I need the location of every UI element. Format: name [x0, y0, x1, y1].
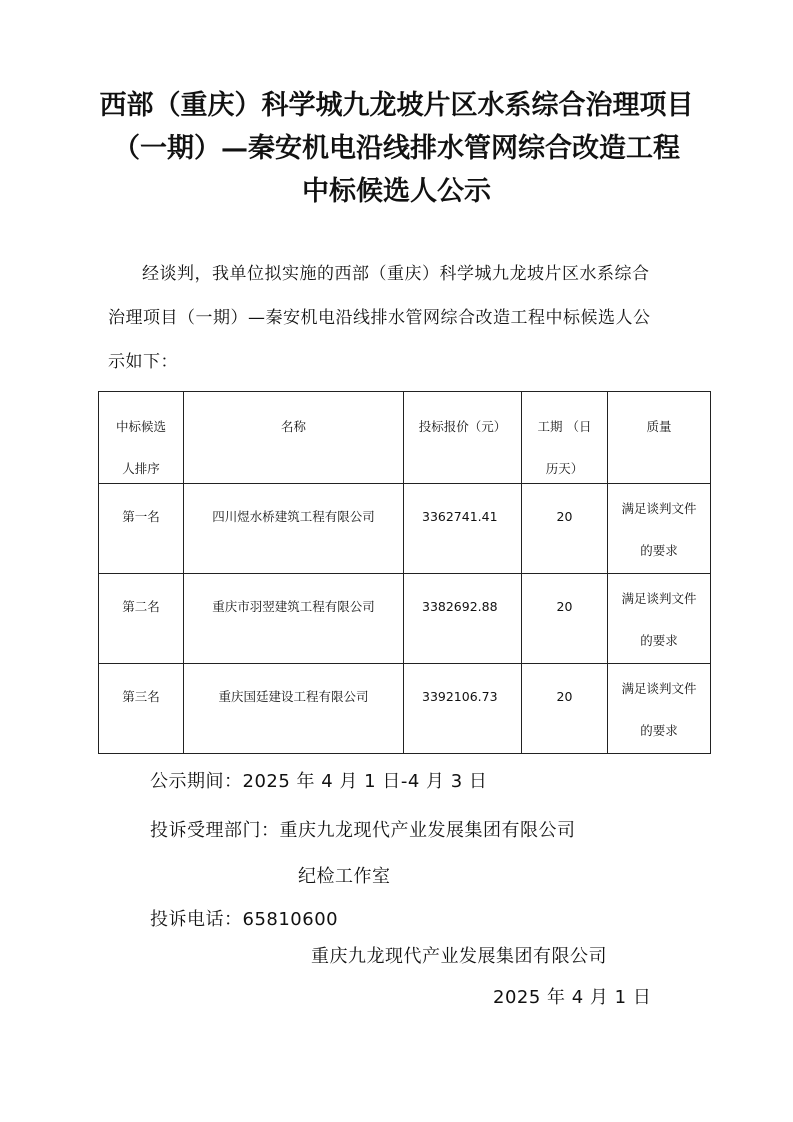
title-line-2: （一期）—秦安机电沿线排水管网综合改造工程 — [113, 133, 680, 164]
row-price: 3362741.41 — [404, 484, 522, 574]
row-price: 3382692.88 — [404, 574, 522, 664]
row-quality — [608, 574, 711, 664]
row-company-name: 重庆市羽翌建筑工程有限公司 — [184, 574, 404, 664]
header-name — [184, 392, 404, 484]
row-days: 20 — [522, 574, 608, 664]
table-row — [99, 574, 711, 664]
issue-date: 2025 年 4 月 1 日 — [493, 987, 652, 1008]
row-days: 20 — [522, 664, 608, 754]
header-price-label: 投标报价（元） — [418, 419, 507, 434]
row-quality — [608, 664, 711, 754]
intro-line-2: 治理项目（一期）—秦安机电沿线排水管网综合改造工程中标候选人公 — [108, 308, 651, 328]
row-days: 20 — [522, 484, 608, 574]
row-quality-line-1: 满足谈判文件 — [621, 591, 697, 606]
header-period — [522, 392, 608, 484]
table-row — [99, 664, 711, 754]
row-quality-line-2: 的要求 — [640, 543, 678, 558]
intro-line-1: 经谈判，我单位拟实施的西部（重庆）科学城九龙坡片区水系综合 — [142, 264, 650, 284]
row-company-name: 重庆国廷建设工程有限公司 — [184, 664, 404, 754]
row-price: 3392106.73 — [404, 664, 522, 754]
header-period-line-1: 工期 （日 — [537, 419, 592, 434]
title-line-3: 中标候选人公示 — [302, 176, 491, 207]
complaint-department: 投诉受理部门：重庆九龙现代产业发展集团有限公司 — [150, 820, 576, 841]
row-rank: 第一名 — [99, 484, 184, 574]
complaint-phone: 投诉电话：65810600 — [150, 909, 339, 930]
header-price — [404, 392, 522, 484]
row-quality-line-2: 的要求 — [640, 723, 678, 738]
document-title — [60, 84, 733, 213]
row-quality-line-1: 满足谈判文件 — [621, 501, 697, 516]
row-rank: 第二名 — [99, 574, 184, 664]
title-line-1: 西部（重庆）科学城九龙坡片区水系综合治理项目 — [99, 90, 694, 121]
row-quality-line-1: 满足谈判文件 — [621, 681, 697, 696]
candidate-table — [98, 391, 711, 754]
row-quality — [608, 484, 711, 574]
complaint-department-office: 纪检工作室 — [298, 866, 391, 887]
table-header-row — [99, 392, 711, 484]
notice-period: 公示期间：2025 年 4 月 1 日-4 月 3 日 — [150, 771, 488, 792]
issuer-name: 重庆九龙现代产业发展集团有限公司 — [311, 946, 607, 967]
row-quality-line-2: 的要求 — [640, 633, 678, 648]
header-rank-line-1: 中标候选 — [115, 419, 166, 434]
table-row — [99, 484, 711, 574]
header-quality-label: 质量 — [646, 419, 672, 434]
intro-paragraph — [108, 252, 728, 384]
intro-line-3: 示如下： — [108, 352, 178, 372]
header-name-label: 名称 — [280, 419, 306, 434]
row-rank: 第三名 — [99, 664, 184, 754]
header-period-line-2: 历天） — [545, 461, 584, 476]
header-rank — [99, 392, 184, 484]
row-company-name: 四川煜水桥建筑工程有限公司 — [184, 484, 404, 574]
header-quality — [608, 392, 711, 484]
header-rank-line-2: 人排序 — [122, 461, 160, 476]
